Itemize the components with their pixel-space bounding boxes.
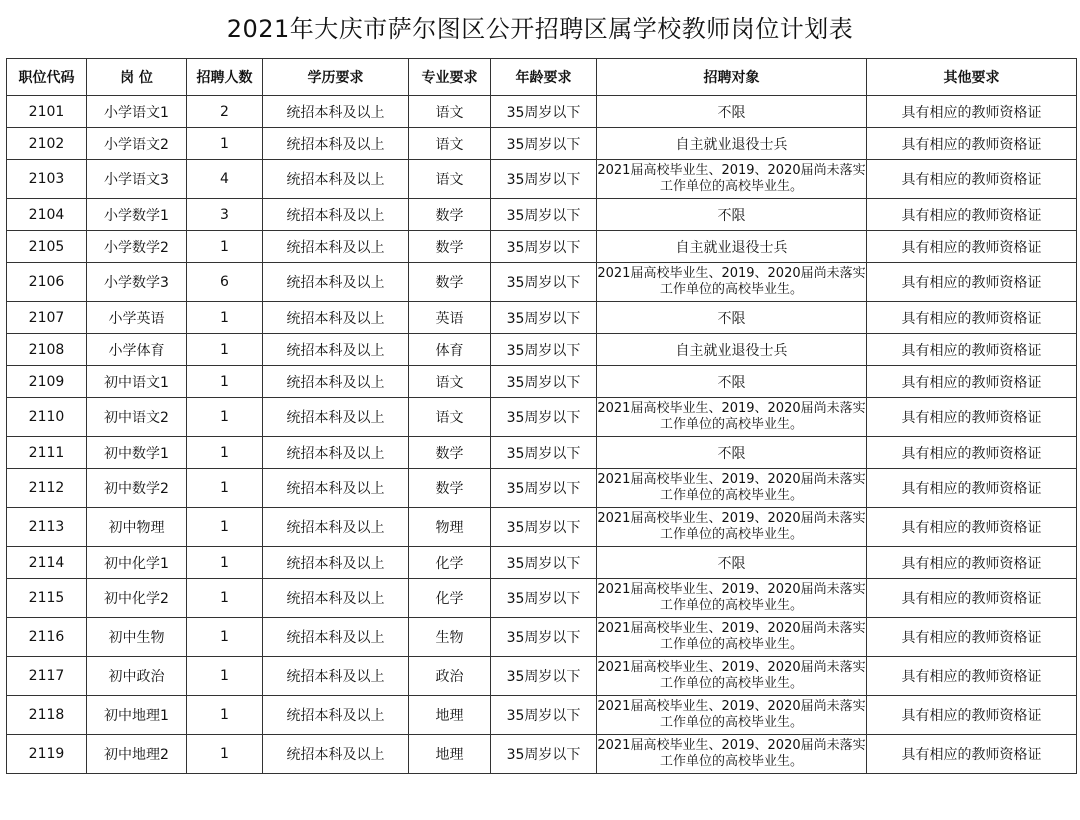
- cell-target: 不限: [597, 366, 867, 398]
- cell-education: 统招本科及以上: [263, 469, 409, 508]
- cell-target: 不限: [597, 437, 867, 469]
- cell-target: 2021届高校毕业生、2019、2020届尚未落实工作单位的高校毕业生。: [597, 579, 867, 618]
- cell-target: 自主就业退役士兵: [597, 231, 867, 263]
- cell-age: 35周岁以下: [491, 618, 597, 657]
- cell-code: 2117: [7, 657, 87, 696]
- cell-post: 初中数学1: [87, 437, 187, 469]
- cell-target: 自主就业退役士兵: [597, 128, 867, 160]
- cell-major: 政治: [409, 657, 491, 696]
- cell-code: 2114: [7, 547, 87, 579]
- cell-other: 具有相应的教师资格证: [867, 334, 1077, 366]
- cell-target: 2021届高校毕业生、2019、2020届尚未落实工作单位的高校毕业生。: [597, 618, 867, 657]
- cell-code: 2102: [7, 128, 87, 160]
- cell-code: 2109: [7, 366, 87, 398]
- cell-education: 统招本科及以上: [263, 199, 409, 231]
- cell-other: 具有相应的教师资格证: [867, 469, 1077, 508]
- cell-major: 化学: [409, 547, 491, 579]
- table-row: [7, 735, 1077, 774]
- cell-count: 1: [187, 579, 263, 618]
- cell-target: 2021届高校毕业生、2019、2020届尚未落实工作单位的高校毕业生。: [597, 696, 867, 735]
- table-row: [7, 128, 1077, 160]
- cell-target: 2021届高校毕业生、2019、2020届尚未落实工作单位的高校毕业生。: [597, 398, 867, 437]
- cell-target: 不限: [597, 96, 867, 128]
- cell-major: 地理: [409, 696, 491, 735]
- cell-post: 初中物理: [87, 508, 187, 547]
- cell-target: 不限: [597, 302, 867, 334]
- cell-major: 体育: [409, 334, 491, 366]
- cell-count: 1: [187, 437, 263, 469]
- cell-education: 统招本科及以上: [263, 96, 409, 128]
- cell-age: 35周岁以下: [491, 398, 597, 437]
- cell-target: 2021届高校毕业生、2019、2020届尚未落实工作单位的高校毕业生。: [597, 263, 867, 302]
- cell-other: 具有相应的教师资格证: [867, 579, 1077, 618]
- cell-other: 具有相应的教师资格证: [867, 263, 1077, 302]
- cell-other: 具有相应的教师资格证: [867, 657, 1077, 696]
- cell-education: 统招本科及以上: [263, 657, 409, 696]
- cell-post: 初中化学2: [87, 579, 187, 618]
- cell-other: 具有相应的教师资格证: [867, 696, 1077, 735]
- cell-education: 统招本科及以上: [263, 263, 409, 302]
- cell-target: 自主就业退役士兵: [597, 334, 867, 366]
- header-code: 职位代码: [7, 59, 87, 96]
- cell-count: 1: [187, 366, 263, 398]
- cell-age: 35周岁以下: [491, 231, 597, 263]
- cell-count: 4: [187, 160, 263, 199]
- cell-age: 35周岁以下: [491, 334, 597, 366]
- header-other: 其他要求: [867, 59, 1077, 96]
- cell-count: 1: [187, 618, 263, 657]
- cell-post: 初中语文2: [87, 398, 187, 437]
- cell-major: 数学: [409, 199, 491, 231]
- cell-code: 2111: [7, 437, 87, 469]
- cell-major: 语文: [409, 366, 491, 398]
- cell-other: 具有相应的教师资格证: [867, 366, 1077, 398]
- cell-major: 数学: [409, 231, 491, 263]
- cell-code: 2113: [7, 508, 87, 547]
- cell-education: 统招本科及以上: [263, 398, 409, 437]
- cell-post: 小学语文2: [87, 128, 187, 160]
- cell-other: 具有相应的教师资格证: [867, 302, 1077, 334]
- cell-major: 英语: [409, 302, 491, 334]
- cell-age: 35周岁以下: [491, 199, 597, 231]
- cell-count: 1: [187, 469, 263, 508]
- cell-post: 初中化学1: [87, 547, 187, 579]
- cell-age: 35周岁以下: [491, 96, 597, 128]
- table-row: [7, 398, 1077, 437]
- cell-count: 1: [187, 547, 263, 579]
- cell-post: 小学语文1: [87, 96, 187, 128]
- cell-education: 统招本科及以上: [263, 231, 409, 263]
- cell-age: 35周岁以下: [491, 366, 597, 398]
- cell-target: 不限: [597, 547, 867, 579]
- job-plan-table: [6, 58, 1077, 774]
- cell-count: 1: [187, 302, 263, 334]
- table-row: [7, 469, 1077, 508]
- cell-count: 1: [187, 735, 263, 774]
- cell-post: 初中生物: [87, 618, 187, 657]
- cell-code: 2107: [7, 302, 87, 334]
- cell-education: 统招本科及以上: [263, 696, 409, 735]
- table-row: [7, 579, 1077, 618]
- header-age: 年龄要求: [491, 59, 597, 96]
- cell-code: 2101: [7, 96, 87, 128]
- cell-age: 35周岁以下: [491, 735, 597, 774]
- cell-code: 2108: [7, 334, 87, 366]
- cell-other: 具有相应的教师资格证: [867, 96, 1077, 128]
- cell-age: 35周岁以下: [491, 437, 597, 469]
- cell-major: 生物: [409, 618, 491, 657]
- cell-code: 2119: [7, 735, 87, 774]
- cell-education: 统招本科及以上: [263, 160, 409, 199]
- table-row: [7, 263, 1077, 302]
- cell-count: 1: [187, 334, 263, 366]
- cell-education: 统招本科及以上: [263, 579, 409, 618]
- cell-other: 具有相应的教师资格证: [867, 160, 1077, 199]
- cell-education: 统招本科及以上: [263, 618, 409, 657]
- table-row: [7, 160, 1077, 199]
- cell-code: 2103: [7, 160, 87, 199]
- cell-age: 35周岁以下: [491, 160, 597, 199]
- cell-target: 2021届高校毕业生、2019、2020届尚未落实工作单位的高校毕业生。: [597, 657, 867, 696]
- table-row: [7, 366, 1077, 398]
- cell-target: 2021届高校毕业生、2019、2020届尚未落实工作单位的高校毕业生。: [597, 160, 867, 199]
- cell-other: 具有相应的教师资格证: [867, 547, 1077, 579]
- cell-target: 2021届高校毕业生、2019、2020届尚未落实工作单位的高校毕业生。: [597, 469, 867, 508]
- table-row: [7, 696, 1077, 735]
- cell-age: 35周岁以下: [491, 263, 597, 302]
- cell-major: 数学: [409, 437, 491, 469]
- cell-education: 统招本科及以上: [263, 735, 409, 774]
- cell-post: 初中数学2: [87, 469, 187, 508]
- cell-age: 35周岁以下: [491, 696, 597, 735]
- table-row: [7, 199, 1077, 231]
- cell-post: 初中语文1: [87, 366, 187, 398]
- table-row: [7, 618, 1077, 657]
- cell-count: 1: [187, 657, 263, 696]
- cell-post: 小学英语: [87, 302, 187, 334]
- cell-count: 1: [187, 231, 263, 263]
- table-row: [7, 231, 1077, 263]
- cell-major: 语文: [409, 96, 491, 128]
- cell-age: 35周岁以下: [491, 508, 597, 547]
- cell-code: 2106: [7, 263, 87, 302]
- cell-other: 具有相应的教师资格证: [867, 508, 1077, 547]
- cell-other: 具有相应的教师资格证: [867, 231, 1077, 263]
- cell-post: 小学体育: [87, 334, 187, 366]
- header-major: 专业要求: [409, 59, 491, 96]
- cell-post: 初中地理1: [87, 696, 187, 735]
- cell-age: 35周岁以下: [491, 128, 597, 160]
- cell-major: 语文: [409, 160, 491, 199]
- cell-education: 统招本科及以上: [263, 302, 409, 334]
- cell-post: 小学数学3: [87, 263, 187, 302]
- cell-count: 1: [187, 696, 263, 735]
- cell-code: 2105: [7, 231, 87, 263]
- cell-count: 6: [187, 263, 263, 302]
- cell-code: 2116: [7, 618, 87, 657]
- cell-education: 统招本科及以上: [263, 547, 409, 579]
- cell-major: 语文: [409, 128, 491, 160]
- cell-count: 2: [187, 96, 263, 128]
- cell-education: 统招本科及以上: [263, 128, 409, 160]
- header-count: 招聘人数: [187, 59, 263, 96]
- cell-education: 统招本科及以上: [263, 508, 409, 547]
- cell-target: 2021届高校毕业生、2019、2020届尚未落实工作单位的高校毕业生。: [597, 735, 867, 774]
- cell-other: 具有相应的教师资格证: [867, 618, 1077, 657]
- cell-other: 具有相应的教师资格证: [867, 735, 1077, 774]
- cell-major: 数学: [409, 263, 491, 302]
- table-row: [7, 437, 1077, 469]
- cell-other: 具有相应的教师资格证: [867, 199, 1077, 231]
- header-post: 岗 位: [87, 59, 187, 96]
- cell-major: 语文: [409, 398, 491, 437]
- table-row: [7, 508, 1077, 547]
- cell-post: 小学数学1: [87, 199, 187, 231]
- cell-count: 1: [187, 508, 263, 547]
- cell-code: 2118: [7, 696, 87, 735]
- cell-other: 具有相应的教师资格证: [867, 128, 1077, 160]
- cell-education: 统招本科及以上: [263, 334, 409, 366]
- cell-age: 35周岁以下: [491, 302, 597, 334]
- cell-other: 具有相应的教师资格证: [867, 437, 1077, 469]
- cell-major: 物理: [409, 508, 491, 547]
- cell-age: 35周岁以下: [491, 579, 597, 618]
- cell-education: 统招本科及以上: [263, 437, 409, 469]
- table-row: [7, 96, 1077, 128]
- cell-post: 小学数学2: [87, 231, 187, 263]
- cell-count: 1: [187, 128, 263, 160]
- table-header-row: [7, 59, 1077, 96]
- cell-code: 2110: [7, 398, 87, 437]
- cell-target: 不限: [597, 199, 867, 231]
- cell-post: 初中政治: [87, 657, 187, 696]
- cell-count: 1: [187, 398, 263, 437]
- header-target: 招聘对象: [597, 59, 867, 96]
- cell-target: 2021届高校毕业生、2019、2020届尚未落实工作单位的高校毕业生。: [597, 508, 867, 547]
- cell-major: 化学: [409, 579, 491, 618]
- cell-code: 2115: [7, 579, 87, 618]
- cell-post: 小学语文3: [87, 160, 187, 199]
- cell-age: 35周岁以下: [491, 657, 597, 696]
- cell-other: 具有相应的教师资格证: [867, 398, 1077, 437]
- header-education: 学历要求: [263, 59, 409, 96]
- cell-major: 地理: [409, 735, 491, 774]
- cell-post: 初中地理2: [87, 735, 187, 774]
- table-row: [7, 547, 1077, 579]
- cell-age: 35周岁以下: [491, 547, 597, 579]
- cell-age: 35周岁以下: [491, 469, 597, 508]
- cell-code: 2104: [7, 199, 87, 231]
- cell-code: 2112: [7, 469, 87, 508]
- cell-education: 统招本科及以上: [263, 366, 409, 398]
- page-title: 2021年大庆市萨尔图区公开招聘区属学校教师岗位计划表: [226, 15, 854, 43]
- table-row: [7, 334, 1077, 366]
- table-row: [7, 657, 1077, 696]
- table-row: [7, 302, 1077, 334]
- cell-major: 数学: [409, 469, 491, 508]
- cell-count: 3: [187, 199, 263, 231]
